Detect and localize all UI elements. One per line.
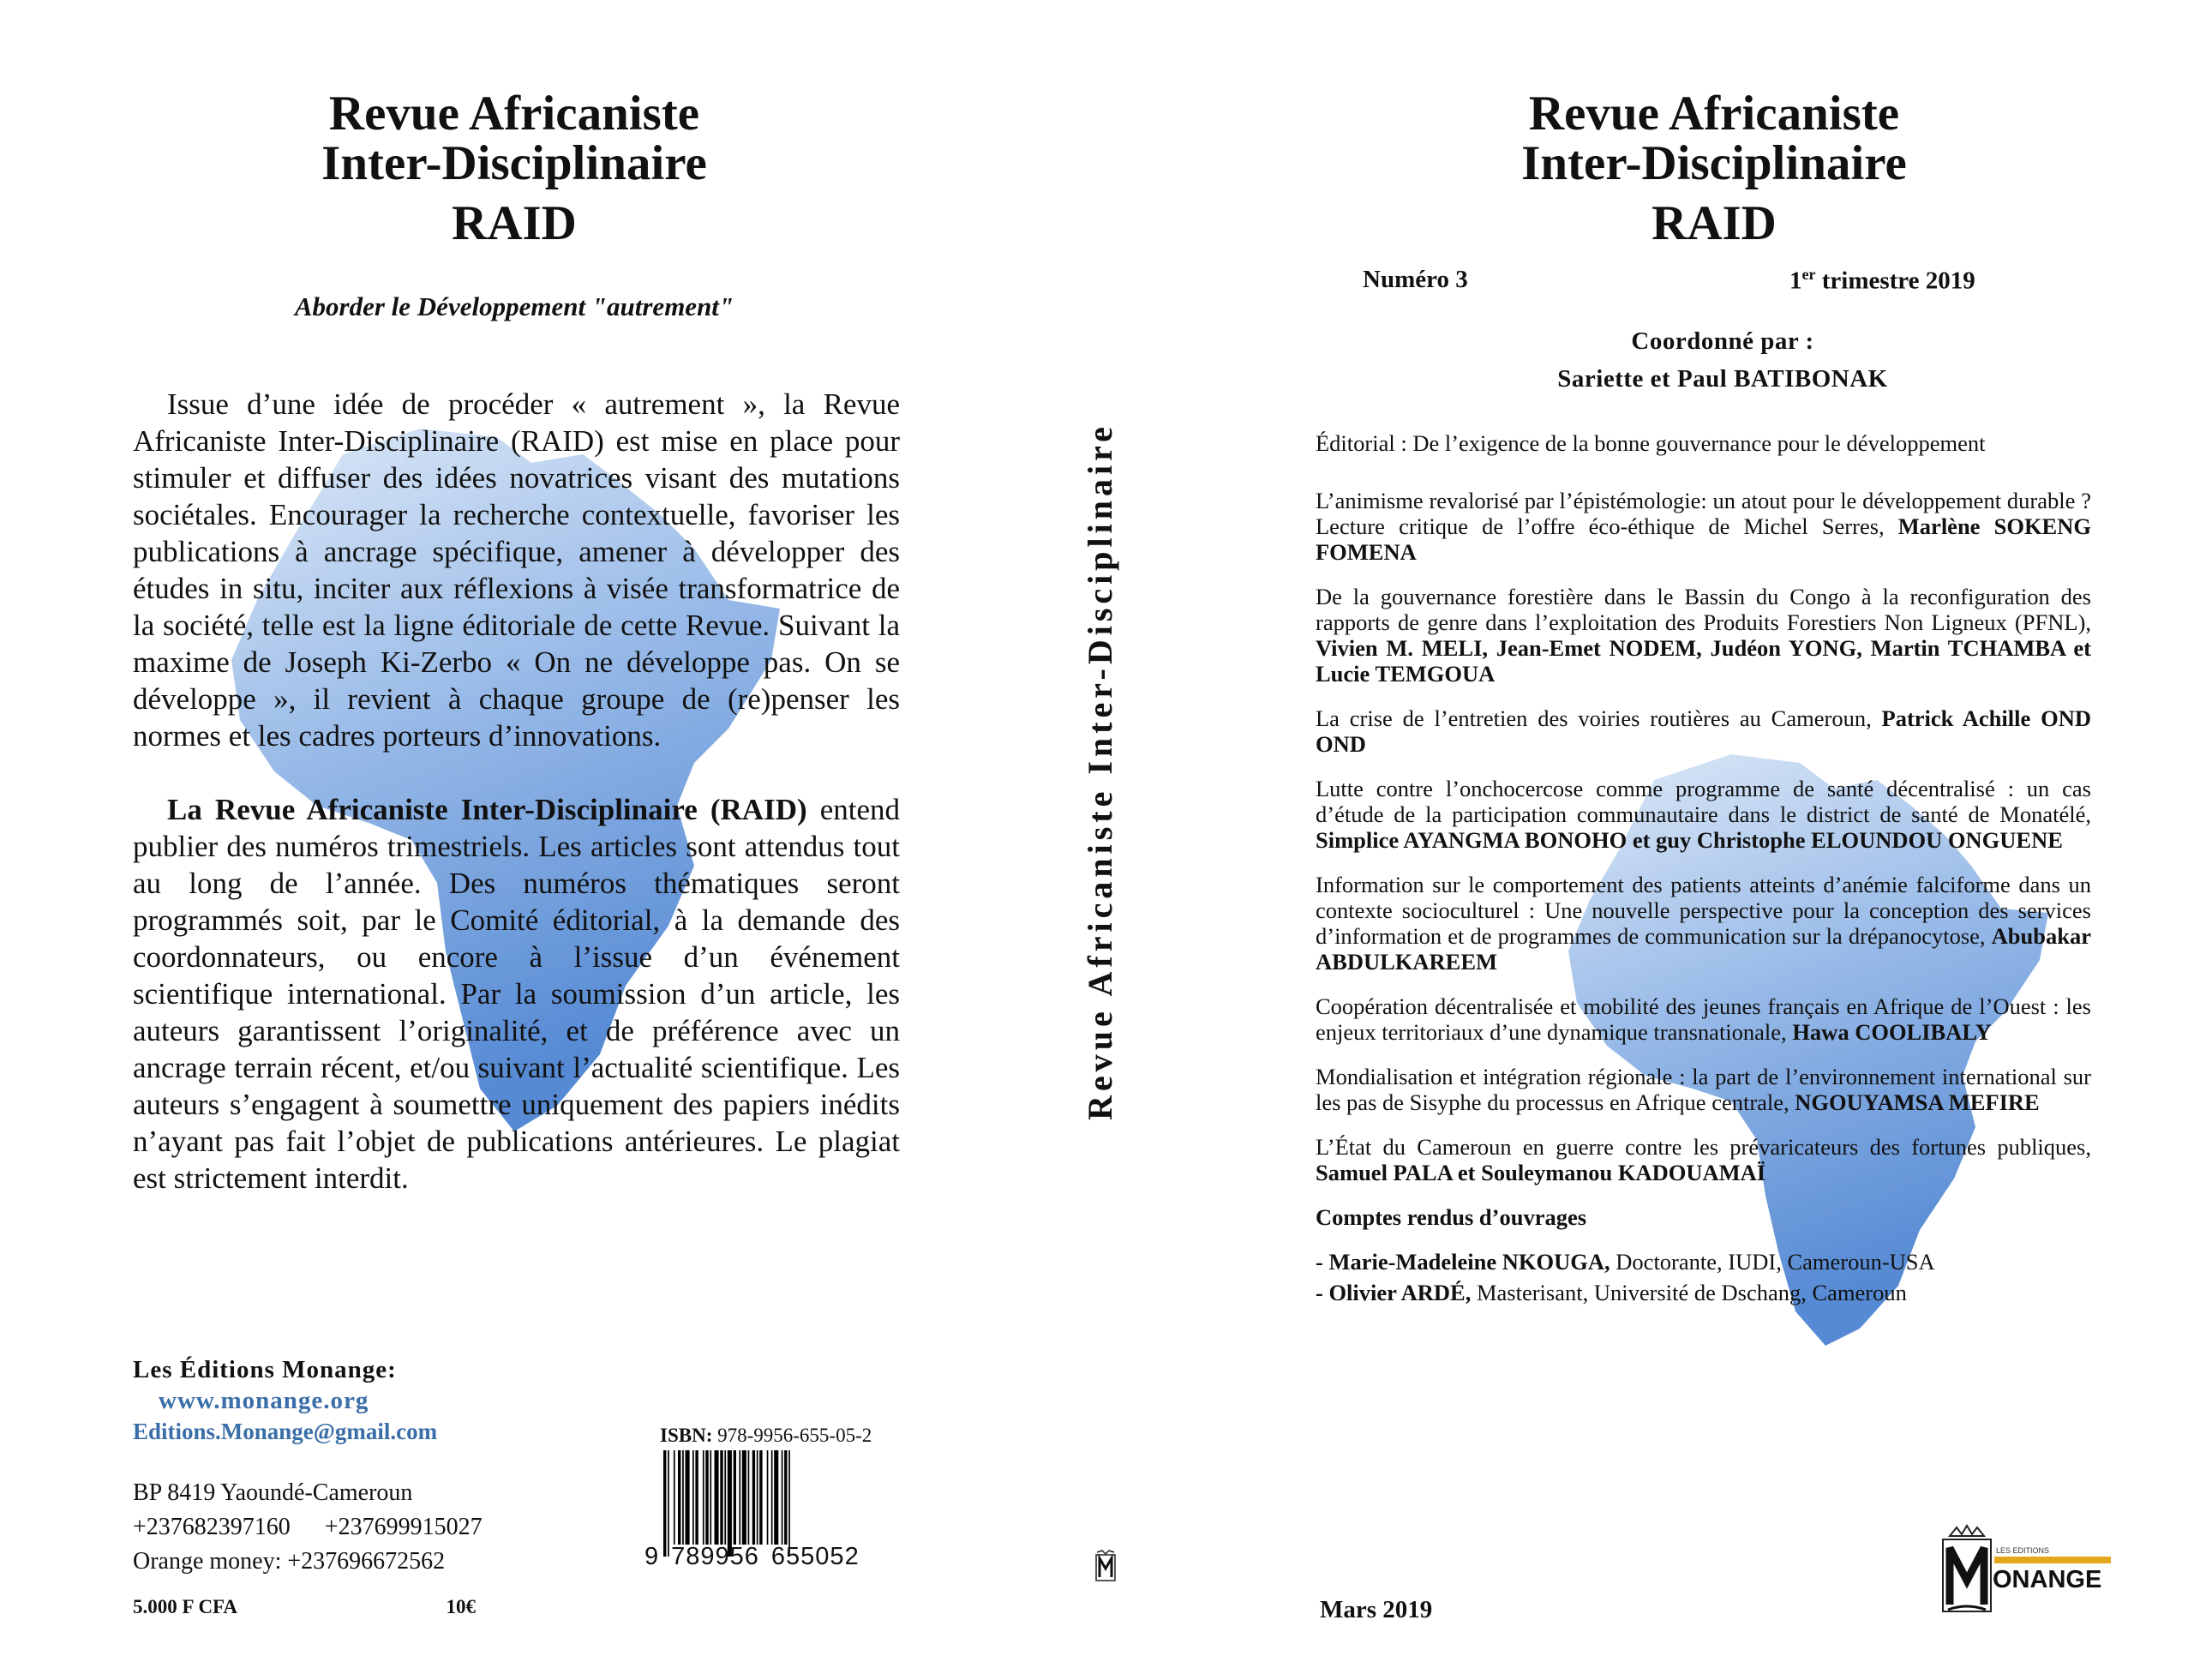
barcode-bar bbox=[774, 1450, 778, 1545]
logo-small-text: LES EDITIONS bbox=[1996, 1546, 2050, 1555]
barcode-bar bbox=[678, 1450, 680, 1545]
phone-1: +237682397160 bbox=[133, 1514, 291, 1540]
article-authors: Marlène SOKENG FOMENA bbox=[1316, 513, 2091, 565]
barcode-bar bbox=[710, 1450, 711, 1545]
article-item bbox=[1316, 993, 2091, 1045]
spine-title: Revue Africaniste Inter-Disciplinaire bbox=[1081, 423, 1119, 1120]
issue-number: Numéro 3 bbox=[1363, 266, 1468, 293]
front-title-line1: Revue Africaniste bbox=[1528, 87, 1900, 141]
publisher-name: Les Éditions Monange: bbox=[133, 1356, 397, 1383]
barcode-bar bbox=[752, 1450, 755, 1545]
publisher-website[interactable]: www.monange.org bbox=[159, 1387, 369, 1414]
barcode-bar bbox=[682, 1450, 684, 1545]
publisher-block bbox=[133, 1354, 437, 1447]
barcode-bar bbox=[692, 1450, 694, 1545]
review-description: Doctorante, IUDI, Cameroun-USA bbox=[1610, 1249, 1935, 1275]
review-author: - Marie-Madeleine NKOUGA, bbox=[1316, 1249, 1610, 1275]
coordination-label: Coordonné par : bbox=[1631, 327, 1814, 355]
barcode-bar bbox=[703, 1450, 704, 1545]
barcode-digit-group-2: 655052 bbox=[770, 1543, 860, 1570]
barcode-bar bbox=[668, 1450, 669, 1557]
article-item bbox=[1316, 776, 2091, 853]
logo-text: ONANGE bbox=[1993, 1566, 2102, 1593]
publisher-email[interactable]: Editions.Monange@gmail.com bbox=[133, 1419, 438, 1444]
article-title: L’animisme revalorisé par l’épistémologie: un atout pour le développement durable ? Lecture critique de l’offre éco-éthique de Michel Serres, bbox=[1316, 488, 2091, 539]
back-title-line1: Revue Africaniste bbox=[328, 87, 700, 141]
article-authors: Abubakar ABDULKAREEM bbox=[1316, 923, 2091, 975]
article-authors: Vivien M. MELI, Jean-Emet NODEM, Judéon YONG, Martin TCHAMBA et Lucie TEMGOUA bbox=[1316, 635, 2091, 687]
orange-money: Orange money: +237696672562 bbox=[133, 1548, 446, 1575]
barcode-bar bbox=[720, 1450, 722, 1545]
issue-quarter bbox=[1789, 266, 1975, 296]
isbn-line bbox=[660, 1425, 872, 1447]
quarter-number: 1 bbox=[1789, 267, 1802, 295]
article-title: L’État du Cameroun en guerre contre les prévaricateurs des fortunes publiques, bbox=[1316, 1134, 2091, 1160]
article-title: Mondialisation et intégration régionale : la part de l’environnement international sur les pas de Sisyphe du processus en Afrique centrale, bbox=[1316, 1064, 2091, 1115]
article-authors: Samuel PALA et Souleymanou KADOUAMAÏ bbox=[1316, 1160, 1766, 1185]
barcode-bar bbox=[757, 1450, 758, 1545]
article-title: Lutte contre l’onchocercose comme programme de santé décentralisé : un cas d’étude de la participation communautaire dans le district de santé de Monatélé, bbox=[1316, 776, 2091, 827]
barcode-bar bbox=[767, 1450, 769, 1545]
barcode-bar bbox=[715, 1450, 719, 1545]
review-description: Masterisant, Université de Dschang, Cameroun bbox=[1471, 1280, 1907, 1305]
front-title-line2: Inter-Disciplinaire bbox=[1521, 136, 1907, 190]
back-paragraph-2-rest: entend publier des numéros trimestriels. Les articles sont attendus tout au long de l’année. Des numéros thématiques seront programmés soit, par le Comité éditorial, à la demande des coordonnateurs, ou encore à l’issue d’un événement scientifique international. Par la soumission d’un article, les auteurs garantissent l’originalité, et de préférence avec un ancrage terrain récent, et/ou suivant l’actualité scientifique. Les auteurs s’engagent à soumettre uniquement des papiers inédits n’ayant pas fait l’objet de publications antérieures. Le plagiat est strictement interdit. bbox=[133, 793, 900, 1195]
back-title-line2: Inter-Disciplinaire bbox=[321, 136, 707, 190]
article-title: De la gouvernance forestière dans le Bassin du Congo à la reconfiguration des rapports de genre dans l’exploitation des Produits Forestiers Non Ligneux (PFNL), bbox=[1316, 584, 2091, 635]
barcode-bar bbox=[782, 1450, 783, 1545]
barcode-bar bbox=[742, 1450, 746, 1545]
quarter-text: trimestre 2019 bbox=[1815, 267, 1975, 295]
article-item bbox=[1316, 872, 2091, 975]
barcode-bar bbox=[771, 1450, 773, 1545]
isbn-label: ISBN: bbox=[660, 1425, 713, 1446]
back-tagline: Aborder le Développement "autrement" bbox=[294, 291, 734, 321]
back-paragraph-2 bbox=[133, 791, 900, 1197]
article-authors: Simplice AYANGMA BONOHO et guy Christophe ELOUNDOU ONGUENE bbox=[1316, 827, 2063, 853]
barcode-digits bbox=[644, 1543, 902, 1571]
front-title-line3: RAID bbox=[1651, 196, 1777, 250]
publisher-address bbox=[133, 1476, 483, 1579]
barcode-bar bbox=[759, 1450, 762, 1545]
barcode-bar bbox=[686, 1450, 690, 1545]
back-paragraph-2-lead: La Revue Africaniste Inter-Disciplinaire (RAID) bbox=[167, 793, 807, 826]
barcode-bar bbox=[728, 1450, 732, 1557]
article-title: La crise de l’entretien des voiries routières au Cameroun, bbox=[1316, 705, 1882, 731]
barcode-bar bbox=[663, 1450, 666, 1557]
price-row bbox=[133, 1596, 476, 1618]
publication-date: Mars 2019 bbox=[1320, 1596, 1433, 1623]
monange-logo bbox=[1933, 1524, 2113, 1620]
barcode-bar bbox=[784, 1450, 787, 1545]
review-item bbox=[1316, 1280, 2091, 1305]
barcode-bar bbox=[748, 1450, 750, 1545]
barcode-bar bbox=[674, 1450, 675, 1545]
article-authors: Hawa COOLIBALY bbox=[1792, 1019, 1992, 1045]
article-item bbox=[1316, 584, 2091, 687]
back-description bbox=[133, 386, 900, 1197]
article-item bbox=[1316, 1134, 2091, 1185]
postal-address: BP 8419 Yaoundé-Cameroun bbox=[133, 1479, 413, 1506]
back-cover bbox=[0, 0, 1028, 1680]
barcode-bar bbox=[734, 1450, 736, 1545]
barcode-digit-group-1: 789956 bbox=[671, 1543, 759, 1570]
article-authors: Patrick Achille OND OND bbox=[1316, 705, 2091, 757]
back-title-line3: RAID bbox=[452, 196, 577, 250]
review-list bbox=[1316, 1249, 2091, 1305]
barcode-bar bbox=[724, 1450, 726, 1545]
price-cfa: 5.000 F CFA bbox=[133, 1596, 238, 1617]
spine-logo-icon bbox=[1094, 1550, 1117, 1582]
review-author: - Olivier ARDÉ, bbox=[1316, 1280, 1472, 1305]
back-paragraph-1: Issue d’une idée de procéder « autrement », la Revue Africaniste Inter-Disciplinaire (RAID) est mise en place pour stimuler et diffuser des idées novatrices visant des mutations sociétales. Encourager la recherche contextuelle, favoriser les publications à ancrage spécifique, amener à développer des études in situ, inciter aux réflexions à visée transformatrice de la société, telle est la ligne éditoriale de cette Revue. Suivant la maxime de Joseph Ki-Zerbo « On ne développe pas. On se développe », il revient à chaque groupe de (re)penser les normes et les cadres porteurs d’innovations. bbox=[133, 387, 900, 753]
isbn-number: 978-9956-655-05-2 bbox=[717, 1425, 872, 1446]
article-authors: NGOUYAMSA MEFIRE bbox=[1795, 1089, 2040, 1115]
barcode-bar bbox=[788, 1450, 790, 1557]
price-eur: 10€ bbox=[446, 1596, 476, 1617]
article-title: Coopération décentralisée et mobilité des jeunes français en Afrique de l’Ouest : les enjeux territoriaux d’une dynamique transnationale, bbox=[1316, 993, 2091, 1045]
reviews-heading: Comptes rendus d’ouvrages bbox=[1316, 1204, 1587, 1230]
article-title: Information sur le comportement des patients atteints d’anémie falciforme dans un contexte socioculturel : Une nouvelle perspective pour la conception des services d’information et de programmes de communication sur la drépanocytose, bbox=[1316, 872, 2091, 949]
review-item bbox=[1316, 1249, 2091, 1275]
article-item bbox=[1316, 705, 2091, 757]
phone-2: +237699915027 bbox=[324, 1514, 483, 1540]
phone-row bbox=[133, 1510, 483, 1545]
coordination-names: Sariette et Paul BATIBONAK bbox=[1557, 365, 1888, 393]
quarter-superscript: er bbox=[1801, 266, 1816, 283]
barcode-bar bbox=[705, 1450, 708, 1545]
article-item bbox=[1316, 488, 2091, 565]
barcode-bar bbox=[695, 1450, 698, 1545]
table-of-contents bbox=[1316, 425, 2091, 1311]
article-list bbox=[1316, 488, 2091, 1185]
barcode-digit-prefix: 9 bbox=[644, 1543, 660, 1570]
barcode-bar bbox=[739, 1450, 740, 1545]
editorial: Éditorial : De l’exigence de la bonne gouvernance pour le développement bbox=[1316, 430, 1986, 456]
article-item bbox=[1316, 1064, 2091, 1115]
